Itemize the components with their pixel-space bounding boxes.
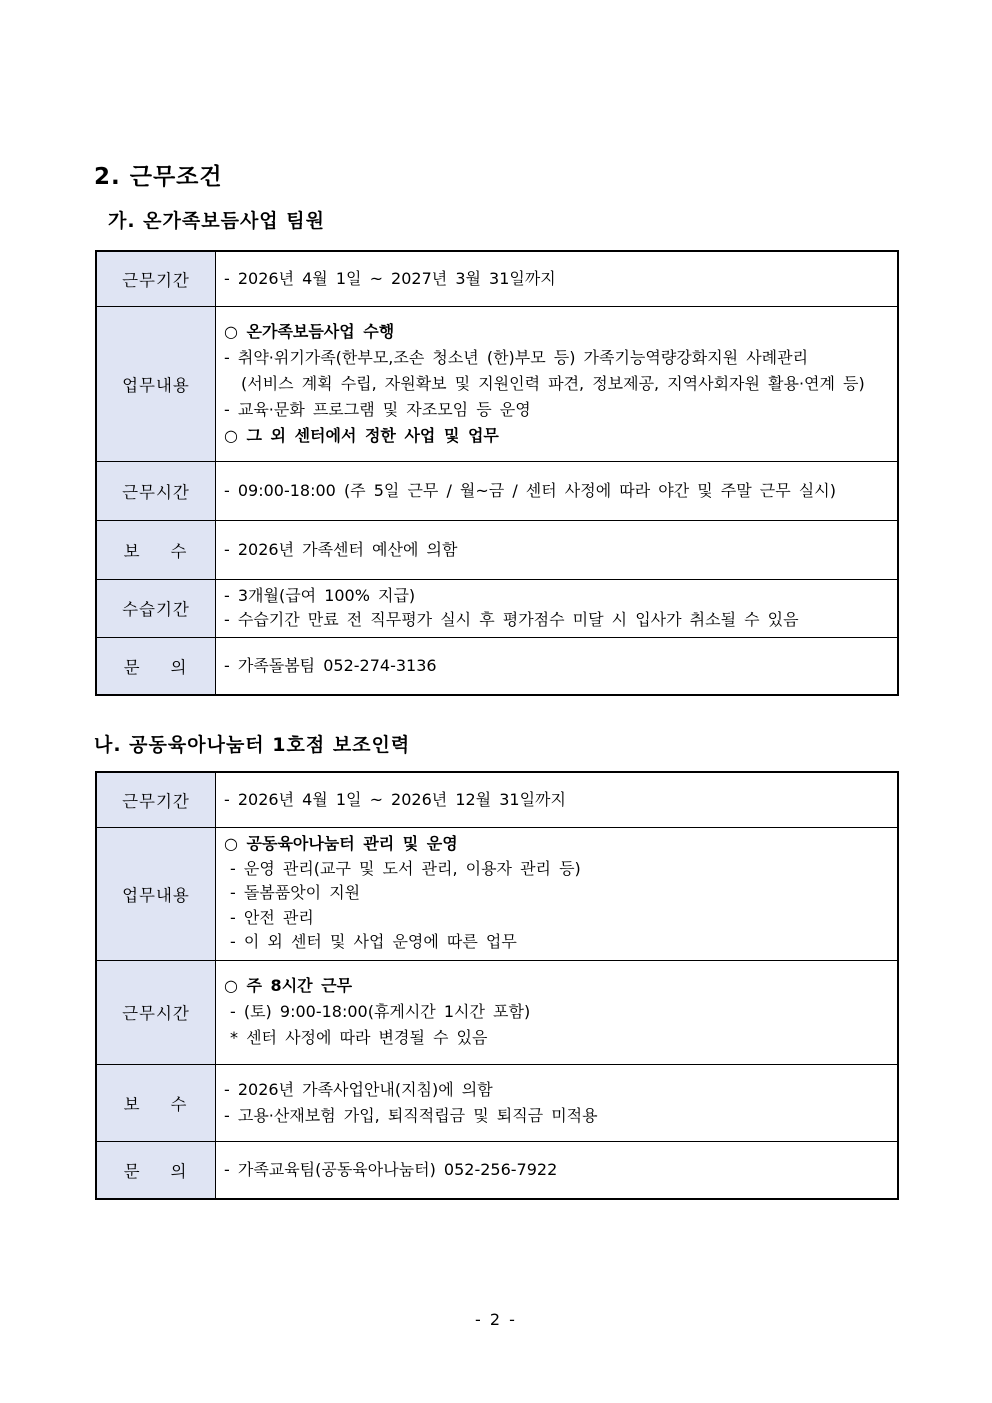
table-row	[96, 579, 898, 637]
table-row	[96, 1064, 898, 1141]
row-label: 근무기간	[96, 772, 216, 827]
table-row	[96, 772, 898, 827]
row-value	[216, 461, 899, 520]
row-value	[216, 520, 899, 579]
value-line: - 취약·위기가족(한부모,조손 청소년 (한)부모 등) 가족기능역량강화지원 사례관리	[224, 347, 809, 367]
value-line: * 센터 사정에 따라 변경될 수 있음	[230, 1028, 488, 1047]
value-line: ○ 온가족보듬사업 수행	[224, 321, 395, 341]
row-label: 근무시간	[96, 461, 216, 520]
row-value	[216, 579, 899, 637]
page-number: - 2 -	[475, 1310, 517, 1329]
row-value	[216, 251, 899, 306]
table-row	[96, 251, 898, 306]
section-a-title: 가. 온가족보듬사업 팀원	[108, 210, 325, 232]
value-line: - 고용·산재보험 가입, 퇴직적립금 및 퇴직금 미적용	[224, 1105, 598, 1125]
value-line: - 돌봄품앗이 지원	[230, 883, 361, 903]
row-value	[216, 637, 899, 695]
value-line: ○ 그 외 센터에서 정한 사업 및 업무	[224, 425, 499, 445]
row-label: 업무내용	[96, 827, 216, 960]
value-line: - 2026년 가족사업안내(지침)에 의함	[224, 1079, 493, 1099]
row-value	[216, 1141, 899, 1199]
value-line: (서비스 계획 수립, 자원확보 및 지원인력 파견, 정보제공, 지역사회자원 활용·연계 등)	[241, 373, 865, 393]
row-label	[96, 1141, 216, 1199]
section-b-table	[95, 771, 899, 1200]
row-label: 근무기간	[96, 251, 216, 306]
row-label-text: 보 수	[123, 1094, 189, 1114]
section-title: 2. 근무조건	[94, 164, 223, 190]
row-label: 업무내용	[96, 306, 216, 461]
row-label-text: 문 의	[123, 1161, 189, 1181]
row-value	[216, 306, 899, 461]
row-label	[96, 520, 216, 579]
row-label	[96, 1064, 216, 1141]
value-line: - 09:00-18:00 (주 5일 근무 / 월~금 / 센터 사정에 따라 야간 및 주말 근무 실시)	[224, 480, 836, 500]
value-line: - 2026년 4월 1일 ~ 2027년 3월 31일까지	[224, 268, 556, 288]
value-line: - 이 외 센터 및 사업 운영에 따른 업무	[230, 932, 517, 952]
table-row	[96, 960, 898, 1064]
row-value	[216, 772, 899, 827]
value-line: - 가족돌봄팀 052-274-3136	[224, 655, 437, 675]
row-label: 수습기간	[96, 579, 216, 637]
value-line: - 2026년 4월 1일 ~ 2026년 12월 31일까지	[224, 789, 566, 809]
table-row	[96, 827, 898, 960]
row-value	[216, 1064, 899, 1141]
section-a-table	[95, 250, 899, 696]
value-line: - (토) 9:00-18:00(휴게시간 1시간 포함)	[230, 1002, 531, 1021]
value-line: - 안전 관리	[230, 907, 314, 927]
value-line: - 운영 관리(교구 및 도서 관리, 이용자 관리 등)	[230, 858, 581, 878]
value-line: - 가족교육팀(공동육아나눔터) 052-256-7922	[224, 1159, 558, 1179]
value-line: ○ 주 8시간 근무	[224, 976, 353, 995]
row-value	[216, 960, 899, 1064]
table-row	[96, 461, 898, 520]
row-label: 근무시간	[96, 960, 216, 1064]
section-b-title: 나. 공동육아나눔터 1호점 보조인력	[94, 734, 411, 756]
table-row	[96, 1141, 898, 1199]
table-row	[96, 520, 898, 579]
row-label	[96, 637, 216, 695]
row-label-text: 보 수	[123, 541, 189, 561]
value-line: - 3개월(급여 100% 지급)	[224, 585, 416, 605]
value-line: - 교육·문화 프로그램 및 자조모임 등 운영	[224, 399, 531, 419]
row-label-text: 문 의	[123, 657, 189, 677]
value-line: - 수습기간 만료 전 직무평가 실시 후 평가점수 미달 시 입사가 취소될 수 있음	[224, 610, 799, 629]
value-line: - 2026년 가족센터 예산에 의함	[224, 539, 458, 559]
value-line: ○ 공동육아나눔터 관리 및 운영	[224, 834, 458, 854]
row-value	[216, 827, 899, 960]
table-row	[96, 306, 898, 461]
table-row	[96, 637, 898, 695]
